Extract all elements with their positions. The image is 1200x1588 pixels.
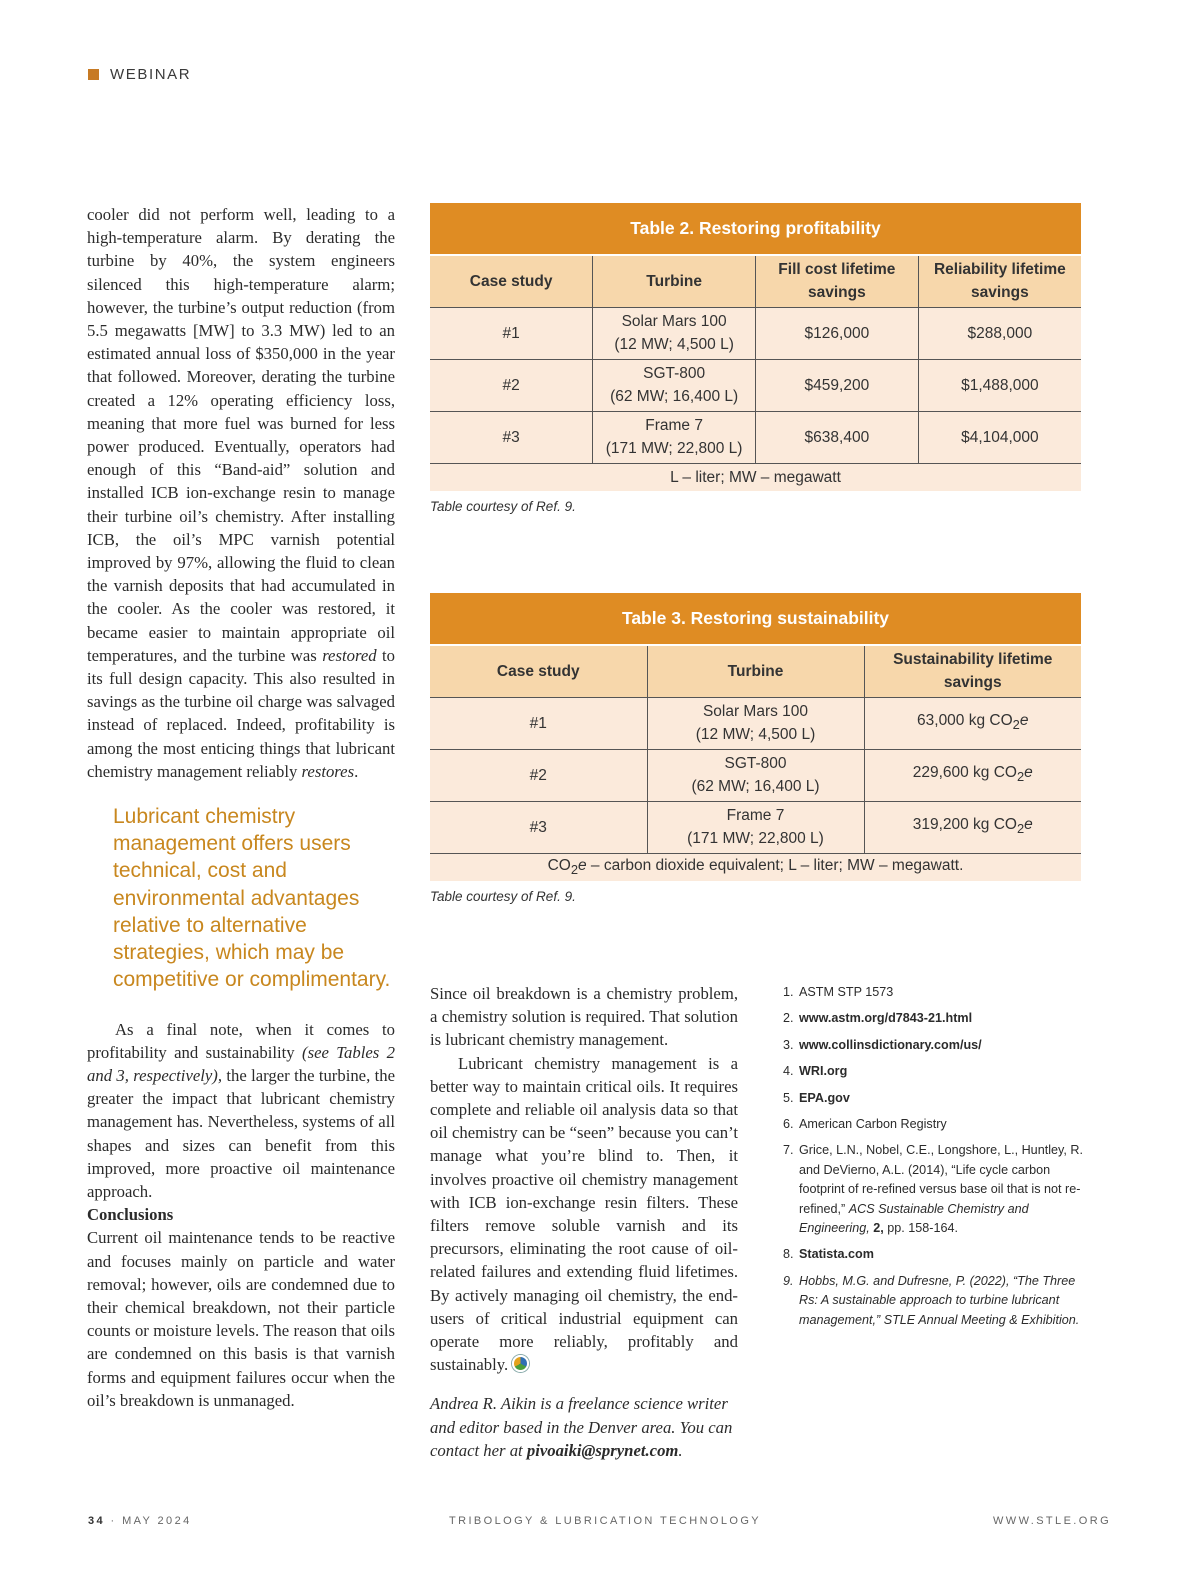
column-header: Turbine	[647, 645, 864, 697]
table-row: #1 Solar Mars 100 (12 MW; 4,500 L) 63,000 kg $CO_2e$	[430, 697, 1081, 749]
table-row: #1 Solar Mars 100 (12 MW; 4,500 L) $126,000 $288,000	[430, 307, 1081, 359]
left-column	[87, 203, 395, 1412]
pull-quote: Lubricant chemistry management offers users technical, cost and environmental advantages relative to alternative strategies, which may be competitive or complimentary.	[113, 805, 391, 992]
author-bio: Andrea R. Aikin is a freelance science writer and editor based in the Denver area. You can contact her at pivoaiki@sprynet.com.	[430, 1394, 733, 1460]
page-number: 34	[88, 1515, 106, 1527]
reference-link[interactable]: WRI.org	[799, 1064, 848, 1079]
footer-website-link[interactable]: WWW.STLE.ORG	[993, 1515, 1112, 1527]
column-header: Case study	[430, 645, 647, 697]
stle-end-mark-icon	[512, 1355, 529, 1372]
footer-publication: TRIBOLOGY & LUBRICATION TECHNOLOGY	[449, 1515, 762, 1527]
middle-column	[430, 982, 738, 1462]
table-row: #3 Frame 7 (171 MW; 22,800 L) 319,200 kg $CO_2e$	[430, 801, 1081, 853]
reference-link[interactable]: www.collinsdictionary.com/us/	[799, 1037, 982, 1052]
body-paragraph: Current oil maintenance tends to be reactive and focuses mainly on particle and water removal; however, oils are condemned due to their chemical breakdown, not their particle counts or moisture levels. The reason that oils are condemned on this basis is that varnish forms and equipment failures occur when the oil’s breakdown is unmanaged.	[87, 1228, 395, 1410]
column-header: Fill cost lifetime savings	[756, 255, 919, 307]
section-marker-icon	[88, 69, 99, 80]
table-row: #3 Frame 7 (171 MW; 22,800 L) $638,400 $4,104,000	[430, 411, 1081, 463]
body-paragraph: Since oil breakdown is a chemistry problem, a chemistry solution is required. That solution is lubricant chemistry management.	[430, 984, 738, 1050]
references-list	[783, 983, 1083, 1337]
section-header	[88, 66, 191, 83]
table-row: #2 SGT-800 (62 MW; 16,400 L) $459,200 $1,488,000	[430, 359, 1081, 411]
body-paragraph: As a final note, when it comes to profitability and sustainability (see Tables 2 and 3, respectively), the larger the turbine, the greater the impact that lubricant chemistry management has. Nevertheless, systems of all shapes and sizes can benefit from this improved, more proactive oil maintenance approach.	[87, 1019, 395, 1201]
column-header: Turbine	[593, 255, 756, 307]
table-2	[430, 203, 1081, 514]
table-title: Table 3. Restoring sustainability	[430, 593, 1081, 645]
table-caption: Table courtesy of Ref. 9.	[430, 889, 576, 904]
reference-item: 7. Grice, L.N., Nobel, C.E., Longshore, L., Huntley, R. and DeVierno, A.L. (2014), “Life cycle carbon footprint of re-refined versus base oil that is not re-refined,” ACS Sustainable Chemistry and Engineering, 2, pp. 158-164.	[783, 1143, 1083, 1236]
reference-item: 9. Hobbs, M.G. and Dufresne, P. (2022), “The Three Rs: A sustainable approach to turbine lubricant management,” STLE Annual Meeting & Exhibition.	[783, 1273, 1080, 1327]
issue-date: MAY 2024	[122, 1515, 192, 1527]
table-footnote: L – liter; MW – megawatt	[430, 463, 1081, 491]
table-row: #2 SGT-800 (62 MW; 16,400 L) 229,600 kg $CO_2e$	[430, 749, 1081, 801]
column-header: Case study	[430, 255, 593, 307]
body-paragraph: cooler did not perform well, leading to a high-temperature alarm. By derating the turbine by 40%, the system engineers silenced this high-temperature alarm; however, the turbine’s output reduction (from 5.5 megawatts [MW] to 3.3 MW) led to an estimated annual loss of $350,000 in the year that followed. Moreover, derating the turbine created a 12% operating efficiency loss, meaning that more fuel was burned for less power produced. Eventually, operators had enough of this “Band-aid” solution and installed ICB ion-exchange resin to manage their turbine oil’s chemistry. After installing ICB, the oil’s MPC varnish potential improved by 97%, allowing the fluid to clean the varnish deposits that had accumulated in the cooler. As the cooler was restored, it became easier to maintain appropriate oil temperatures, and the turbine was restored to its full design capacity. This also resulted in savings as the turbine oil charge was salvaged instead of replaced. Indeed, profitability is among the most enticing things that lubricant chemistry management reliably restores.	[87, 205, 395, 781]
table-caption: Table courtesy of Ref. 9.	[430, 499, 576, 514]
reference-link[interactable]: EPA.gov	[799, 1090, 850, 1105]
reference-item: 8. Statista.com	[783, 1245, 1083, 1264]
section-heading: Conclusions	[87, 1205, 174, 1225]
reference-item: 1. ASTM STP 1573	[783, 985, 894, 999]
reference-item: 2. www.astm.org/d7843-21.html	[783, 1009, 1083, 1028]
reference-item: 5. EPA.gov	[783, 1089, 1083, 1108]
author-email-link[interactable]: pivoaiki@sprynet.com	[526, 1440, 679, 1460]
table-footnote: $CO_2e$ – carbon dioxide equivalent; L – liter; MW – megawatt.	[430, 853, 1081, 881]
column-header: Sustainability lifetime savings	[864, 645, 1081, 697]
reference-link[interactable]: Statista.com	[799, 1247, 874, 1262]
table-3	[430, 593, 1081, 904]
reference-item: 3. www.collinsdictionary.com/us/	[783, 1036, 1083, 1055]
reference-item: 4. WRI.org	[783, 1062, 1083, 1081]
reference-link[interactable]: www.astm.org/d7843-21.html	[799, 1011, 973, 1026]
body-paragraph: Lubricant chemistry management is a better way to maintain critical oils. It requires complete and reliable oil analysis data so that oil chemistry can be “seen” because you can’t manage what you’re blind to. Then, it involves proactive oil chemistry management with ICB ion-exchange resin filters. These filters remove soluble varnish and its precursors, eliminating the root cause of oil-related failures and extending fluid lifetimes. By actively managing oil chemistry, the end-users of critical industrial equipment can operate more reliably, profitably and sustainably.	[430, 1053, 738, 1375]
column-header: Reliability lifetime savings	[918, 255, 1081, 307]
table-title: Table 2. Restoring profitability	[430, 203, 1081, 255]
section-label: WEBINAR	[110, 66, 192, 83]
footer-page-info: 34 · MAY 2024	[88, 1515, 192, 1527]
reference-item: 6. American Carbon Registry	[783, 1117, 947, 1132]
